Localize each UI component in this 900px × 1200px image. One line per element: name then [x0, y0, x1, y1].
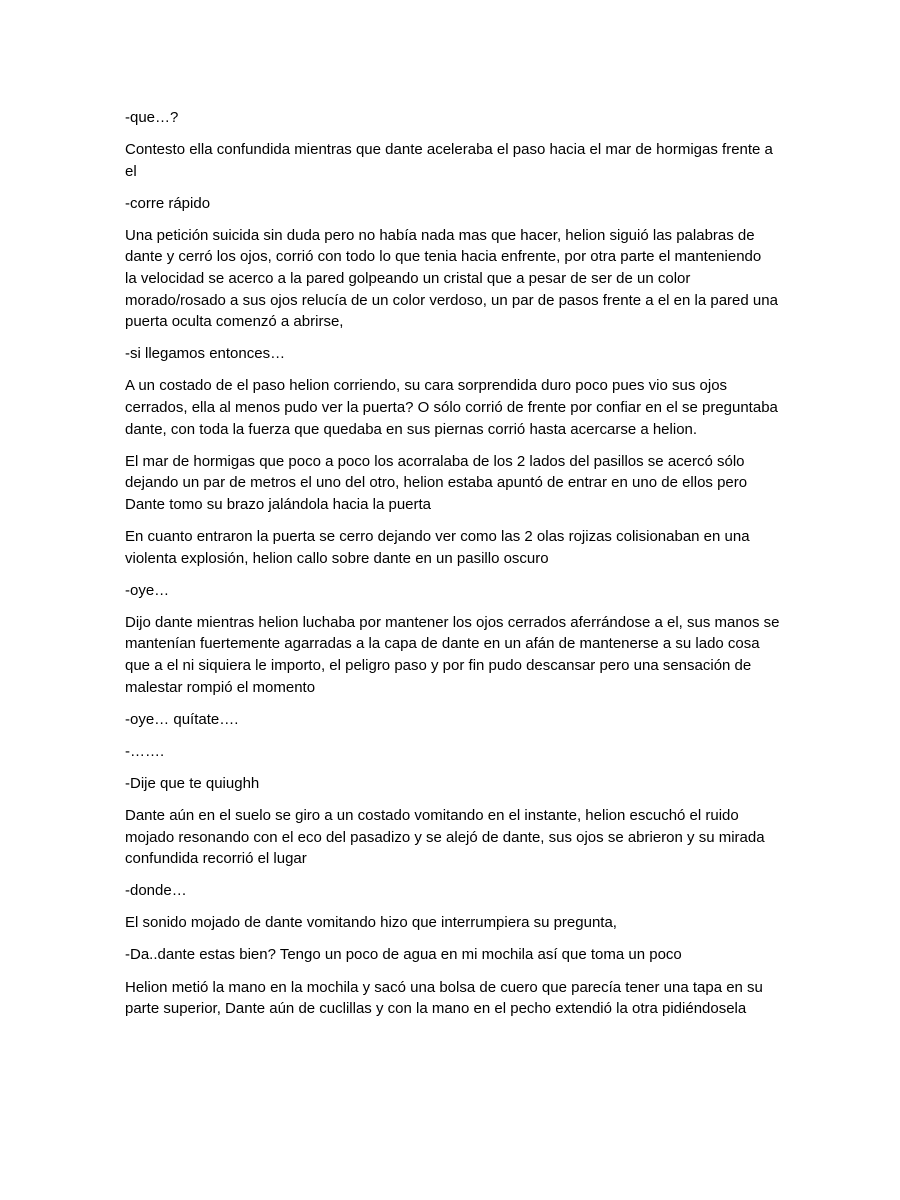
text-line: morado/rosado a sus ojos relucía de un color verdoso, un par de pasos frente a el en la pared una: [125, 291, 778, 309]
text-line: En cuanto entraron la puerta se cerro dejando ver como las 2 olas rojizas colisionaban en una: [125, 528, 750, 545]
paragraph: [125, 225, 777, 333]
text-line: El sonido mojado de dante vomitando hizo que interrumpiera su pregunta,: [125, 914, 617, 932]
paragraph: [125, 343, 777, 365]
text-line: -corre rápido: [125, 194, 211, 212]
text-line: puerta oculta comenzó a abrirse,: [125, 313, 344, 331]
text-line: dejando un par de metros el uno del otro, helion estaba apuntó de entrar en uno de ellos pero: [125, 474, 748, 492]
text-line: -Da..dante estas bien? Tengo un poco de agua en mi mochila así que toma un poco: [125, 946, 682, 964]
paragraph: [125, 709, 777, 731]
paragraph: [125, 773, 777, 795]
text-line: Dante aún en el suelo se giro a un costado vomitando en el instante, helion escuchó el ruido: [125, 806, 739, 824]
paragraph: [125, 741, 777, 763]
paragraph: [125, 805, 777, 870]
text-line: dante, con toda la fuerza que quedaba en sus piernas corrió hasta acercarse a helion.: [125, 420, 698, 438]
text-line: Dante tomo su brazo jalándola hacia la puerta: [125, 495, 432, 513]
paragraph: [125, 944, 777, 966]
text-line: mantenían fuertemente agarradas a la capa de dante en un afán de mantenerse a su lado cosa: [125, 635, 760, 653]
text-line: cerrados, ella al menos pudo ver la puerta? O sólo corrió de frente por confiar en el se preguntaba: [125, 399, 778, 417]
text-line: El mar de hormigas que poco a poco los acorralaba de los 2 lados del pasillos se acercó sólo: [125, 452, 745, 470]
text-line: -Dije que te quiughh: [125, 774, 260, 792]
paragraph: [125, 526, 777, 569]
text-line: -que…?: [125, 109, 179, 126]
text-line: dante y cerró los ojos, corrió con todo lo que tenia hacia enfrente, por otra parte el manteniendo: [125, 248, 762, 266]
paragraph: [125, 107, 777, 129]
paragraph: [125, 193, 777, 215]
text-line: -…….: [125, 742, 165, 760]
text-line: mojado resonando con el eco del pasadizo y se alejó de dante, sus ojos se abrieron y su mirada: [125, 828, 765, 846]
text-line: el: [125, 162, 137, 180]
text-line: -oye…: [125, 581, 170, 599]
document-body: [125, 107, 780, 1030]
text-line: Contesto ella confundida mientras que dante aceleraba el paso hacia el mar de hormigas frente a: [125, 141, 773, 159]
paragraph: [125, 139, 777, 182]
text-line: Helion metió la mano en la mochila y sacó una bolsa de cuero que parecía tener una tapa en su: [125, 978, 763, 996]
text-line: parte superior, Dante aún de cuclillas y con la mano en el pecho extendió la otra pidiéndosela: [125, 1000, 747, 1018]
paragraph: [125, 912, 777, 934]
text-line: -oye… quítate….: [125, 710, 239, 728]
text-line: confundida recorrió el lugar: [125, 850, 307, 868]
text-line: malestar rompió el momento: [125, 678, 316, 696]
text-line: violenta explosión, helion callo sobre dante en un pasillo oscuro: [125, 549, 549, 567]
text-line: que a el ni siquiera le importo, el peligro paso y por fin pudo descansar pero una sensación de: [125, 656, 752, 674]
paragraph: [125, 580, 777, 602]
paragraph: [125, 375, 777, 440]
text-line: A un costado de el paso helion corriendo, su cara sorprendida duro poco pues vio sus ojos: [125, 377, 728, 395]
text-line: Dijo dante mientras helion luchaba por mantener los ojos cerrados aferrándose a el, sus manos se: [125, 613, 780, 631]
text-line: -donde…: [125, 882, 187, 900]
text-line: Una petición suicida sin duda pero no había nada mas que hacer, helion siguió las palabras de: [125, 226, 755, 244]
paragraph: [125, 451, 777, 516]
paragraph: [125, 977, 777, 1020]
paragraph: [125, 880, 777, 902]
text-line: -si llegamos entonces…: [125, 345, 286, 363]
text-line: la velocidad se acerco a la pared golpeando un cristal que a pesar de ser de un color: [125, 270, 691, 288]
paragraph: [125, 612, 780, 698]
